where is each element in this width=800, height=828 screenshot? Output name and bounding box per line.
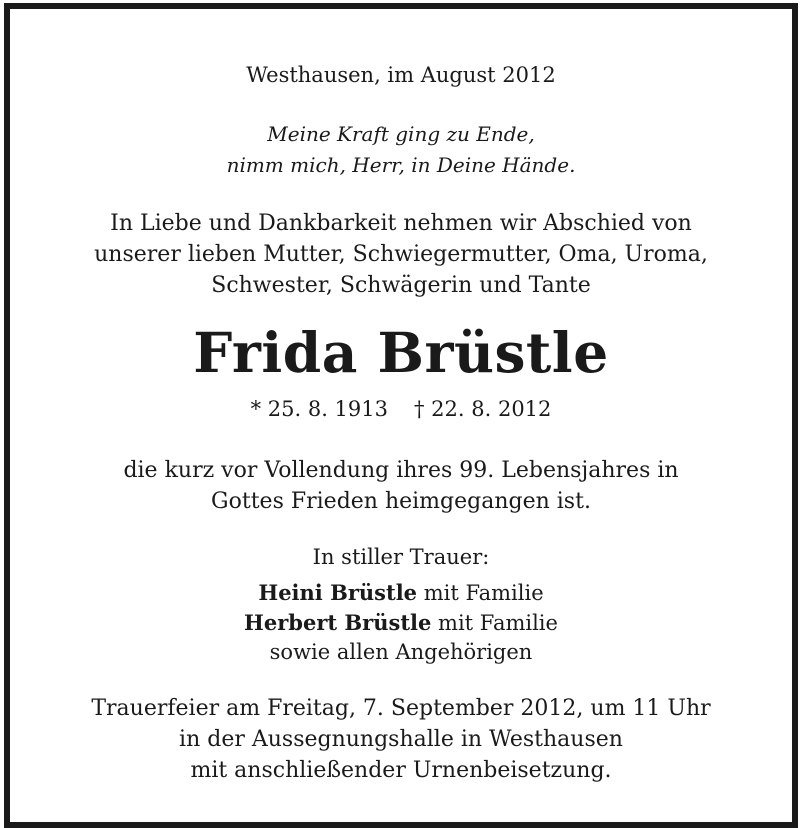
- verse-line: nimm mich, Herr, in Deine Hände.: [226, 153, 576, 177]
- about-paragraph: [10, 455, 792, 517]
- place-date: [10, 61, 792, 89]
- mourner-suffix: mit Familie: [417, 581, 544, 605]
- intro-paragraph: [10, 208, 792, 301]
- mourners-list: [10, 578, 792, 667]
- service-details: [10, 693, 792, 786]
- deceased-name: [10, 320, 792, 386]
- death-date: † 22. 8. 2012: [414, 397, 552, 421]
- relatives-text: sowie allen Angehörigen: [269, 640, 533, 664]
- mourner-entry: [10, 608, 792, 638]
- deceased-name-text: Frida Brüstle: [193, 320, 609, 385]
- mourning-heading: [10, 543, 792, 571]
- birth-date: * 25. 8. 1913: [250, 397, 388, 421]
- service-line: Trauerfeier am Freitag, 7. September 2012, um 11 Uhr: [91, 696, 711, 721]
- about-line: Gottes Frieden heimgegangen ist.: [211, 489, 591, 514]
- place-date-text: Westhausen, im August 2012: [246, 63, 556, 87]
- mourner-suffix: mit Familie: [431, 611, 558, 635]
- service-line: in der Aussegnungshalle in Westhausen: [179, 727, 623, 752]
- verse-line: Meine Kraft ging zu Ende,: [267, 122, 535, 146]
- service-line: mit anschließender Urnenbeisetzung.: [190, 758, 612, 783]
- mourner-name: Heini Brüstle: [258, 580, 418, 605]
- mourner-name: Herbert Brüstle: [244, 610, 432, 635]
- intro-line: unserer lieben Mutter, Schwiegermutter, Oma, Uroma,: [94, 242, 708, 267]
- verse: [10, 119, 792, 181]
- obituary-notice: [4, 3, 798, 828]
- about-line: die kurz vor Vollendung ihres 99. Lebensjahres in: [123, 458, 679, 483]
- life-dates: [10, 395, 792, 423]
- intro-line: In Liebe und Dankbarkeit nehmen wir Abschied von: [110, 211, 692, 236]
- mourner-entry: [10, 578, 792, 608]
- intro-line: Schwester, Schwägerin und Tante: [211, 273, 591, 298]
- mourning-heading-text: In stiller Trauer:: [312, 545, 490, 569]
